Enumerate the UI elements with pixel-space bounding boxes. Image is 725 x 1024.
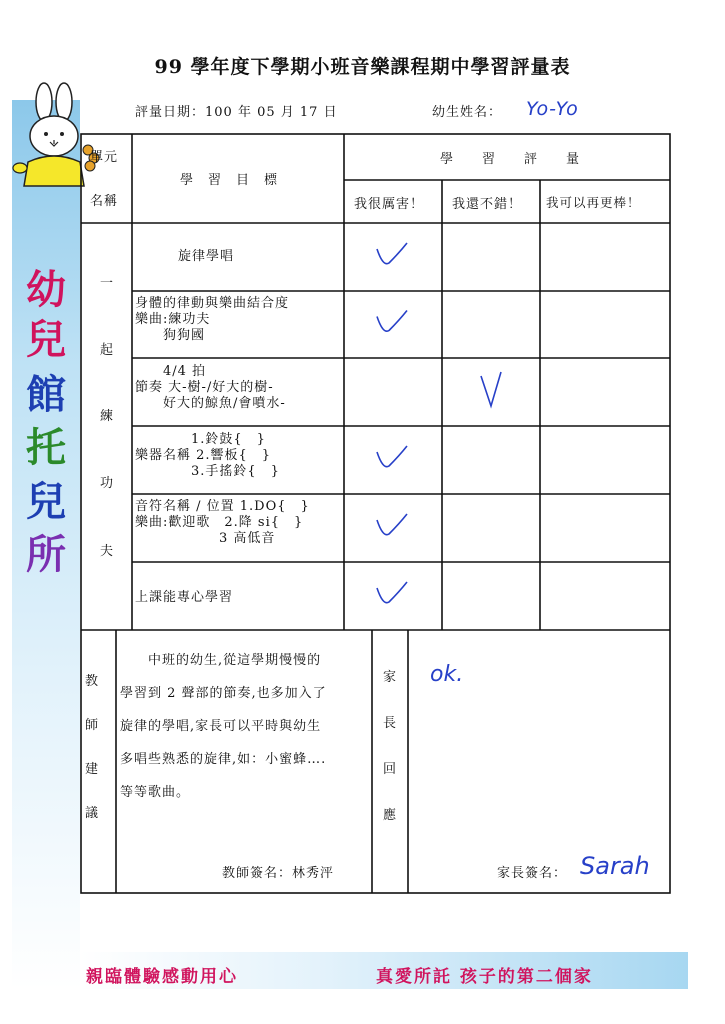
teacher-label-char: 議 xyxy=(85,806,99,821)
objective-row-3: 4/4 拍 節奏 大-樹-/好大的樹- 好大的鯨魚/會噴水- xyxy=(135,364,286,411)
student-name-label: 幼生姓名： xyxy=(432,105,503,120)
level-header-improve: 我可以再更棒！ xyxy=(546,195,641,210)
level-header-excellent: 我很厲害！ xyxy=(354,197,425,212)
slogan-left: 親臨體驗感動用心 xyxy=(86,967,238,987)
teacher-label-char: 建 xyxy=(85,762,99,777)
slogan-right: 真愛所託 孩子的第二個家 xyxy=(376,967,593,987)
teacher-comment: 中班的幼生,從這學期慢慢的 學習到 2 聲部的節奏,也多加入了 旋律的學唱,家長可以平時與幼生 多唱些熟悉的旋律,如：小蜜蜂…. 等等歌曲。 xyxy=(120,653,327,800)
objective-row-6: 上課能專心學習 xyxy=(135,590,234,605)
date-value: 100 年 05 月 17 日 xyxy=(205,105,338,120)
checkmark-icon xyxy=(481,372,501,406)
unit-header-line2: 名稱 xyxy=(90,194,119,209)
unit-name-char: 練 xyxy=(100,409,114,424)
student-name-row xyxy=(432,98,579,120)
unit-name-char: 一 xyxy=(100,276,114,291)
school-name-char: 托 xyxy=(26,425,66,471)
checkmark-icon xyxy=(377,446,407,467)
objective-row-4: 1.鈴鼓{ } 樂器名稱 2.響板{ } 3.手搖鈴{ } xyxy=(135,432,280,479)
checkmark-icon xyxy=(377,243,407,264)
teacher-label-char: 教 xyxy=(85,674,99,689)
teacher-label-char: 師 xyxy=(85,718,99,733)
school-name-char: 幼 xyxy=(26,267,66,313)
unit-name-char: 功 xyxy=(100,476,114,491)
school-name-char: 兒 xyxy=(26,479,66,525)
student-name-value: Yo-Yo xyxy=(526,98,579,120)
school-name-char: 兒 xyxy=(26,317,66,363)
parent-label-char: 長 xyxy=(383,716,397,731)
objective-header: 學 習 目 標 xyxy=(180,173,279,188)
assessment-date xyxy=(135,101,338,120)
parent-signature: Sarah xyxy=(580,852,650,880)
unit-name-char: 起 xyxy=(100,343,114,358)
checkmark-icon xyxy=(377,514,407,535)
parent-label-char: 家 xyxy=(383,670,397,685)
parent-label-char: 應 xyxy=(383,808,397,823)
checkmark-icon xyxy=(377,582,407,603)
checkmark-icon xyxy=(377,311,407,332)
teacher-signature: 教師簽名：林秀泙 xyxy=(222,866,335,881)
student-name-handwriting xyxy=(522,95,602,121)
parent-signature-label: 家長簽名： xyxy=(497,866,568,881)
unit-header-line1: 單元 xyxy=(90,150,119,165)
parent-label-char: 回 xyxy=(383,762,397,777)
assessment-header: 學 習 評 量 xyxy=(440,152,581,167)
parent-response: ok. xyxy=(430,662,464,687)
objective-row-1: 旋律學唱 xyxy=(178,249,235,264)
level-header-good: 我還不錯！ xyxy=(452,197,523,212)
school-name-char: 所 xyxy=(26,532,66,578)
unit-name-char: 夫 xyxy=(100,544,114,559)
page-title: 99 學年度下學期小班音樂課程期中學習評量表 xyxy=(154,56,571,78)
objective-row-2: 身體的律動與樂曲結合度 樂曲:練功夫 狗狗國 xyxy=(135,296,290,343)
school-name-char: 館 xyxy=(26,372,66,418)
objective-row-5: 音符名稱 / 位置 1.DO{ } 樂曲:歡迎歌 2.降 si{ } 3 高低音 xyxy=(135,499,310,546)
date-label: 評量日期： xyxy=(135,105,206,120)
